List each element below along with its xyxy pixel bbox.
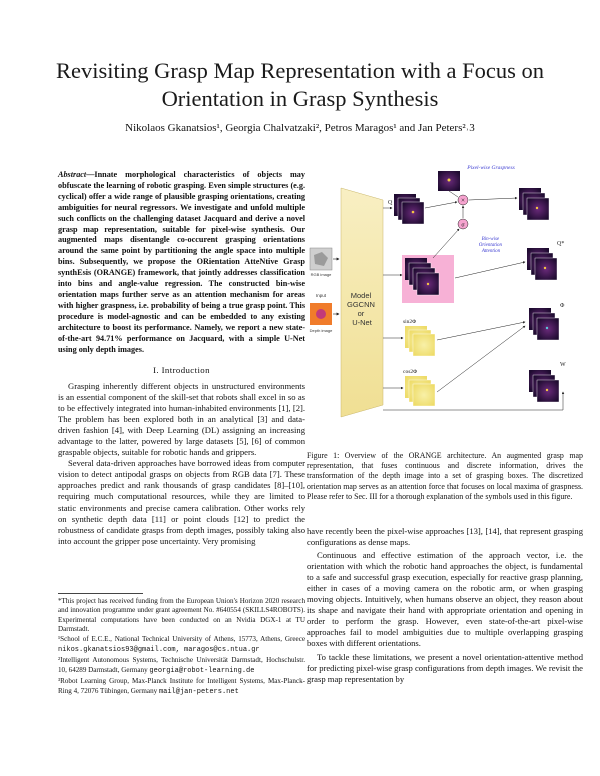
depth-object-blob [316, 309, 326, 319]
right-paragraph: Continuous and effective estimation of the approach vector, i.e. the orientation with which the robotic hand approaches the object, is fundamental to a safe and successful grasp execution, especially for reactive grasp planning, either in cases of a moving camera on the robotic arm, or when grasping moving objects. Intuitively, when humans observe an object, they reason about its shape and navigate their hand with appropriate orientation and opening in order to perform the grasp. However, even state-of-the-art pixel-wise approaches fail to model ambiguities due to multiple overlapping grasping boxes with different orientations. [307, 550, 583, 649]
abstract [58, 170, 305, 355]
abstract-label: Abstract [58, 170, 87, 179]
footnotes [58, 597, 305, 698]
architecture-figure [305, 160, 583, 445]
sin-map-3 [413, 334, 435, 356]
right-paragraph: have recently been the pixel-wise approaches [13], [14], that represent grasping configurations as dense maps. [307, 526, 583, 548]
pixel-wise-graspness-label: Pixel-wise Graspness [467, 165, 515, 171]
author-list: Nikolaos Gkanatsios¹, Georgia Chalvatzaki², Petros Maragos¹ and Jan Peters²˒3 [125, 122, 475, 134]
right-column-body [307, 526, 583, 687]
email-2: georgia@robot-learning.de [149, 666, 255, 675]
footnote-affiliation-2: ²Intelligent Autonomous Systems, Technische Universität Darmstadt, Hochschulstr. 10, 64289 Darmstadt, Germany georgia@robot-learning.de [58, 656, 305, 675]
email-1: nikos.gkanatsios93@gmail.com, maragos@cs.ntua.gr [58, 645, 260, 654]
depth-label: Depth image [309, 328, 333, 333]
rgb-label: RGB image [310, 272, 332, 277]
phi-map-3 [537, 318, 559, 340]
intro-paragraph: Grasping inherently different objects in unstructured environments is an essential component of the skill-set that robots shall excel in so as to be effectively integrated into human-inhabited environments [1], [2]. The problem has been explored both in an analytical [3] and data-driven fashion [4], with Deep Learning (DL) assigning an increasing advantage to the latter, powered by large datasets [5], [6] of common graspable objects, suitable for robotic hands and grippers. [58, 381, 305, 458]
footnote-affiliation-1: ¹School of E.C.E., National Technical University of Athens, 15773, Athens, Greece nikos.gkanatsios93@gmail.com, maragos@cs.ntua.gr [58, 635, 305, 654]
footnote-funding: *This project has received funding from the European Union's Horizon 2020 research and innovation programme under grant agreement No. #640554 (SKILLS4ROBOTS). Experimental computations have been conducted on an Nvidia DGX-1 at TU Darmstadt. [58, 597, 305, 633]
cos-map-3 [413, 384, 435, 406]
q-label: Q [388, 200, 393, 206]
intro-paragraph: Several data-driven approaches have borrowed ideas from computer vision to detect antipodal grasps on objects from RGB data [7]. These approaches predict and rank thousands of grasp candidates [8]–[10], requiring much computational resources, while they are limited to static environments and precise camera calibration. Other works rely on synthetic depth data [11] or point clouds [12] to predict the robustness of candidate grasps from depth images, possibly taking also into account the gripper pose uncertainty. Very promising [58, 458, 305, 546]
paper-title: Revisiting Grasp Map Representation with a Focus on Orientation in Grasp Synthesis [55, 58, 545, 111]
cos-label: cos2Φ [403, 369, 418, 375]
w-map-3 [537, 380, 559, 402]
bin-wise-orientation-attention-label: Bin-wise Orientation Attention [478, 237, 503, 254]
w-label: W [560, 362, 566, 368]
input-label: Input [315, 293, 327, 298]
phi-label: Φ [560, 303, 565, 309]
abstract-text: —Innate morphological characteristics of objects may obfuscate the learning of robotic grasping. Even simple structures (e.g. cyclical) offer a wide range of plausible grasping orientations, creating ambiguities for neural regressors. We investigate and unfold multiple such conflicts on the challenging dataset Jacquard and derive a novel grasp map representation, suitable for pixel-wise synthesis. Our augmented maps disentangle co-occurent grasping orientations around the same point by partitioning the angle space into multiple bins. Subsequently, we propose the ORientation AtteNtive Grasp synthEsis (ORANGE) framework, that jointly addresses classification into bins and angle-value regression. The constructed bin-wise orientation maps further serve as an attention mechanism for areas with higher graspness, i.e. probability of being a true grasp point. This procedure is model-agnostic and can be embedded to any existing architecture to boost its performance. Namely, we report a new state-of-the-art 94.71% performance on Jacquard, with a simple U-Net using only depth images. [58, 170, 305, 354]
output-map-top-3 [527, 198, 549, 220]
email-3: mail@jan-peters.net [158, 687, 239, 696]
footnote-affiliation-3: ³Robot Learning Group, Max-Planck Institute for Intelligent Systems, Max-Planck-Ring 4, 72076 Tübingen, Germany mail@jan-peters.net [58, 677, 305, 696]
qstar-output-3 [535, 258, 557, 280]
footnote-divider [58, 593, 143, 594]
svg-text:σ: σ [461, 222, 465, 229]
right-paragraph: To tackle these limitations, we present a novel orientation-attentive method for predicting pixel-wise grasp configurations from depth images. We revisit the grasp map representation by [307, 651, 583, 684]
svg-text:×: × [461, 196, 465, 205]
introduction-body [58, 381, 305, 547]
sin-label: sin2Φ [403, 319, 417, 325]
qstar-label: Q* [557, 241, 565, 247]
figure-caption: Figure 1: Overview of the ORANGE architecture. An augmented grasp map representation, that fuses continuous and discrete information, drives the transformation of the depth image into a set of grasping boxes. The discretized orientation map serves as an attention force that focuses on local maxima of graspness. Please refer to Sec. III for a thorough explanation of the symbols used in this figure. [307, 451, 583, 501]
model-label: Model GGCNN or U-Net [346, 291, 375, 327]
section-heading-introduction: I. Introduction [153, 365, 210, 375]
